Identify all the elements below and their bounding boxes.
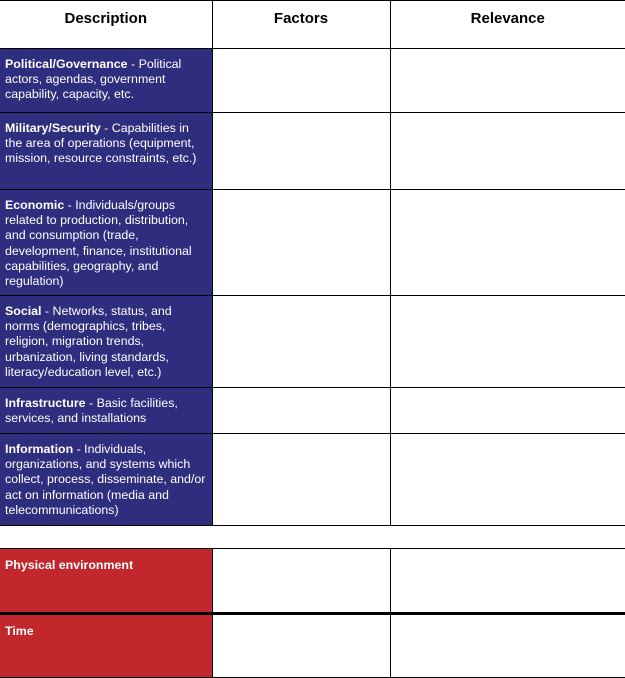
table-row bbox=[0, 549, 625, 614]
relevance-cell[interactable] bbox=[390, 190, 625, 296]
relevance-cell[interactable] bbox=[390, 296, 625, 388]
factors-cell[interactable] bbox=[212, 190, 390, 296]
table-row bbox=[0, 614, 625, 678]
description-cell bbox=[0, 113, 212, 190]
row-text: - Basic facilities, services, and installations bbox=[5, 396, 178, 426]
row-term: Military/Security bbox=[5, 121, 101, 135]
environment-table bbox=[0, 548, 625, 678]
factors-cell[interactable] bbox=[212, 49, 390, 113]
header-factors: Factors bbox=[212, 1, 390, 49]
header-relevance: Relevance bbox=[390, 1, 625, 49]
factors-cell[interactable] bbox=[212, 549, 390, 614]
time-cell: Time bbox=[0, 614, 212, 678]
row-term: Information bbox=[5, 442, 74, 456]
header-row bbox=[0, 1, 625, 49]
row-text: - Political actors, agendas, government capability, capacity, etc. bbox=[5, 57, 182, 102]
factors-cell[interactable] bbox=[212, 434, 390, 526]
relevance-cell[interactable] bbox=[390, 49, 625, 113]
description-cell bbox=[0, 434, 212, 526]
row-text: - Individuals/groups related to production, distribution, and consumption (trade, development, finance, institutional capabilities, geography, and regulation) bbox=[5, 198, 192, 289]
row-term: Economic bbox=[5, 198, 65, 212]
row-text: - Capabilities in the area of operations (equipment, mission, resource constraints, etc.) bbox=[5, 121, 197, 166]
row-text: - Individuals, organizations, and systems which collect, process, disseminate, and/or act on information (media and telecommunications) bbox=[5, 442, 206, 517]
row-term: Political/Governance bbox=[5, 57, 128, 71]
relevance-cell[interactable] bbox=[390, 549, 625, 614]
factors-cell[interactable] bbox=[212, 296, 390, 388]
factors-cell[interactable] bbox=[212, 113, 390, 190]
header-description: Description bbox=[0, 1, 212, 49]
factors-cell[interactable] bbox=[212, 388, 390, 434]
relevance-cell[interactable] bbox=[390, 388, 625, 434]
table-row bbox=[0, 296, 625, 388]
table-row bbox=[0, 113, 625, 190]
description-cell bbox=[0, 190, 212, 296]
description-cell bbox=[0, 296, 212, 388]
relevance-cell[interactable] bbox=[390, 434, 625, 526]
table-row bbox=[0, 49, 625, 113]
relevance-cell[interactable] bbox=[390, 113, 625, 190]
row-term: Infrastructure bbox=[5, 396, 86, 410]
relevance-cell[interactable] bbox=[390, 614, 625, 678]
table-row bbox=[0, 190, 625, 296]
table-row bbox=[0, 388, 625, 434]
factors-cell[interactable] bbox=[212, 614, 390, 678]
table-row bbox=[0, 434, 625, 526]
row-term: Social bbox=[5, 304, 42, 318]
physical-environment-cell: Physical environment bbox=[0, 549, 212, 614]
description-cell bbox=[0, 49, 212, 113]
description-cell bbox=[0, 388, 212, 434]
row-text: - Networks, status, and norms (demographics, tribes, religion, migration trends, urbanization, living standards, literacy/education level, etc.) bbox=[5, 304, 172, 379]
